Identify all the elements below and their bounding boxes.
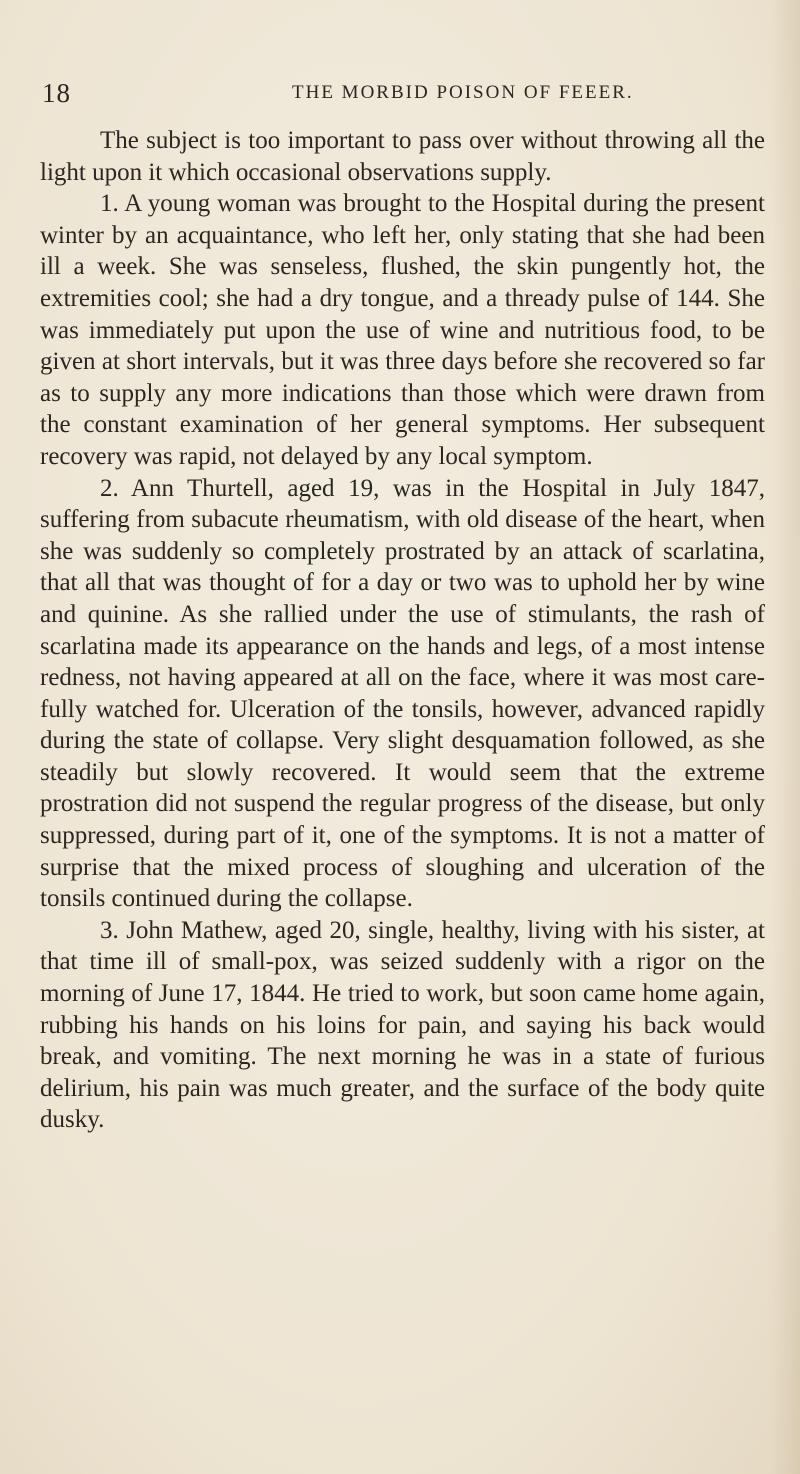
paragraph-case-3: 3. John Mathew, aged 20, single, healthy, living with his sister, at that time ill of small-pox, was seized suddenly with a rigor on the morning of June 17, 1844. He tried to work, but soon came home again, rubbing his hands on his loins for pain, and saying his back would break, and vomiting. The next morning he was in a state of furious delirium, his pain was much greater, and the surface of the body quite dusky. [40, 916, 765, 1134]
page-header [42, 78, 762, 110]
running-head: THE MORBID POISON OF FEEER. [292, 82, 634, 103]
paragraph-case-1: 1. A young woman was brought to the Hospital during the present winter by an acquaintance, who left her, only stating that she had been ill a week. She was senseless, flushed, the skin pungently hot, the extremities cool; she had a dry tongue, and a thready pulse of 144. She was immediately put upon the use of wine and nutritious food, to be given at short intervals, but it was three days before she recovered so far as to supply any more indications than those which were drawn from the constant examination of her general symptoms. Her subsequent recovery was rapid, not delayed by any local symptom. [40, 190, 765, 470]
body-text [40, 125, 765, 1136]
page-number: 18 [42, 78, 71, 108]
paragraph-intro: The subject is too important to pass over without throwing all the light upon it which occasional observations supply. [40, 127, 765, 186]
page-edge-shadow [770, 0, 800, 1474]
paragraph-case-2: 2. Ann Thurtell, aged 19, was in the Hospital in July 1847, suffering from subacute rheumatism, with old disease of the heart, when she was suddenly so completely prostrated by an attack of scarlatina, that all that was thought of for a day or two was to uphold her by wine and quinine. As she rallied under the use of stimulants, the rash of scarlatina made its appearance on the hands and legs, of a most intense redness, not having appeared at all on the face, where it was most carefully watched for. Ulceration of the tonsils, however, advanced rapidly during the state of collapse. Very slight desquamation followed, as she steadily but slowly recovered. It would seem that the extreme prostration did not suspend the regular progress of the disease, but only suppressed, during part of it, one of the symptoms. It is not a matter of surprise that the mixed process of sloughing and ulceration of the tonsils continued during the collapse. [40, 474, 765, 913]
